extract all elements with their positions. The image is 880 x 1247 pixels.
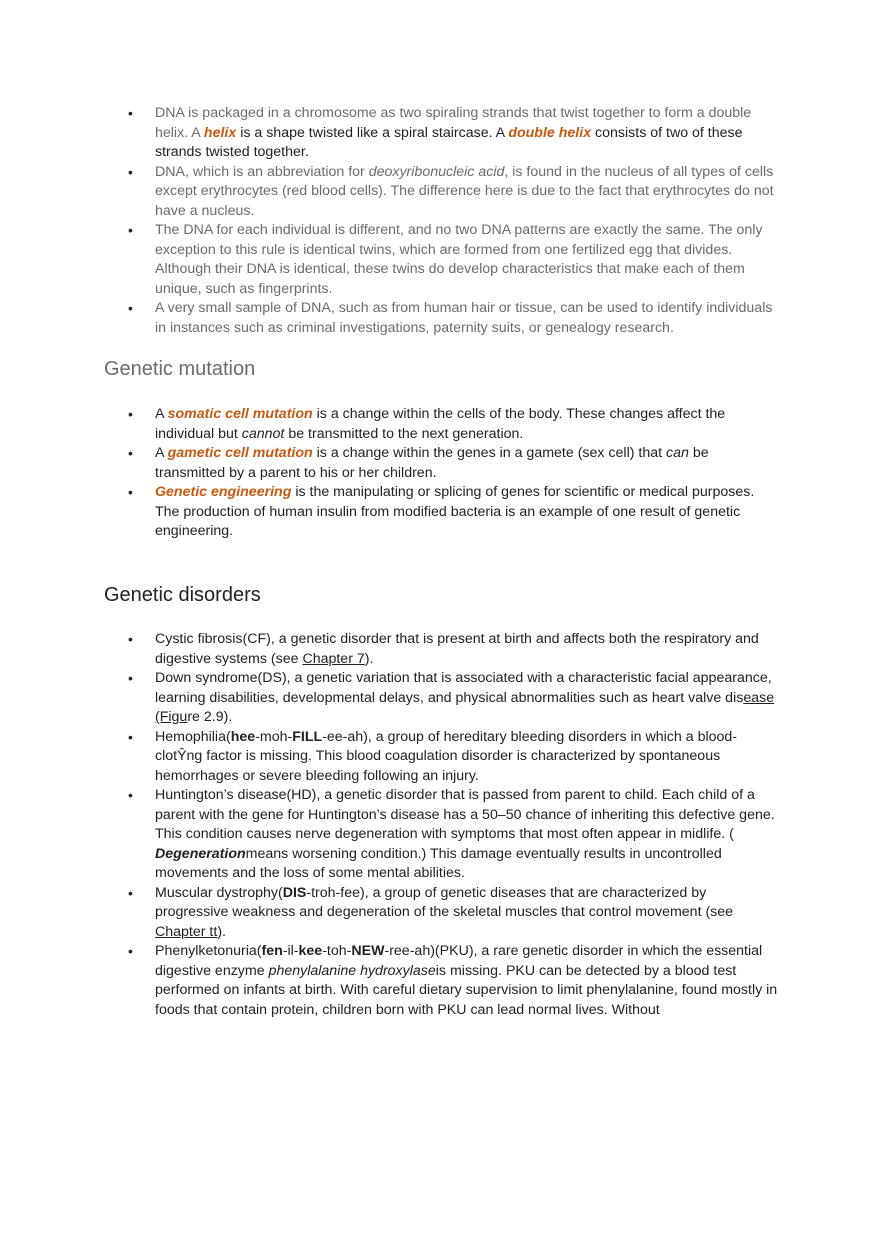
bullet: •	[128, 163, 133, 180]
list-item	[0, 884, 880, 943]
bullet: •	[128, 406, 133, 422]
item-text: -ee-ah), a group of hereditary bleeding disorders in which a blood-clotŶng factor is missing. This blood coagulation disorder is characterized by spontaneous hemorrhages or severe bleeding following an injury.	[155, 728, 738, 784]
bullet: •	[128, 670, 133, 686]
pronunciation-stress: FILL	[292, 728, 323, 745]
list-item	[0, 299, 880, 338]
chapter-link[interactable]: Chapter 7	[302, 650, 365, 667]
italic-word: cannot	[241, 425, 285, 442]
list-item	[0, 221, 880, 299]
list-item	[0, 163, 880, 222]
item-text: , is found in the nucleus of all types of cells except erythrocytes (red blood cells). The difference here is due to the fact that erythrocytes do not have a nucleus.	[155, 163, 774, 219]
section-heading-genetic-mutation: Genetic mutation	[104, 358, 256, 380]
item-text: Down syndrome(DS), a genetic variation that is associated with a characteristic facial appearance, learning disabilities, developmental delays, and physical abnormalities such as heart valve dis	[155, 670, 772, 706]
bullet: •	[128, 222, 133, 238]
figure-link[interactable]: ease (Figu	[155, 689, 775, 725]
pronunciation-stress: kee	[298, 943, 323, 959]
term-gametic-cell-mutation: gametic cell mutation	[167, 445, 313, 461]
term-genetic-engineering: Genetic engineering	[155, 484, 292, 500]
item-text: Muscular dystrophy(	[155, 884, 283, 901]
bullet: •	[128, 484, 133, 500]
item-text: is the manipulating or splicing of genes for scientific or medical purposes. The production of human insulin from modified bacteria is an example of one result of genetic engineering.	[155, 484, 755, 539]
item-text: The DNA for each individual is different, and no two DNA patterns are exactly the same. The only exception to this rule is identical twins, which are formed from one fertilized egg that divides. Although their DNA is identical, these twins do develop characteristics that make each of them unique, such as fingerprints.	[155, 222, 763, 297]
pronunciation-stress: NEW	[351, 943, 385, 959]
italic-word: can	[666, 445, 689, 461]
list-item	[0, 483, 880, 542]
bullet: •	[128, 787, 133, 803]
bullet: •	[128, 631, 133, 647]
list-item	[0, 104, 880, 163]
item-text: ).	[364, 650, 374, 667]
item-text: consists of two of these strands twisted together.	[155, 124, 743, 160]
item-text: -troh-fee), a group of genetic diseases that are characterized by progressive weakness and degeneration of the skeletal muscles that control movement (see	[155, 884, 734, 920]
item-text: A	[155, 406, 168, 422]
genetic-disorders-list	[0, 630, 880, 1020]
item-text: Phenylketonuria(	[155, 943, 262, 959]
item-text: ).	[217, 923, 226, 940]
item-text: means worsening condition.) This damage eventually results in uncontrolled movements and the loss of some mental abilities.	[155, 845, 722, 881]
item-text: -toh-	[322, 943, 352, 959]
list-item	[0, 405, 880, 444]
item-text: A very small sample of DNA, such as from human hair or tissue, can be used to identify individuals in instances such as criminal investigations, paternity suits, or genealogy research.	[155, 300, 773, 336]
item-text: -il-	[282, 943, 299, 959]
item-text: -ree-ah)(PKU), a rare genetic disorder in which the essential digestive enzyme	[155, 943, 763, 979]
pronunciation-stress: fen	[261, 943, 283, 959]
bullet: •	[128, 943, 133, 959]
item-text: DNA, which is an abbreviation for	[155, 163, 369, 180]
item-text: A	[155, 445, 168, 461]
dna-facts-list	[0, 104, 880, 338]
list-item	[0, 669, 880, 728]
bullet: •	[128, 728, 133, 745]
bullet: •	[128, 445, 133, 461]
item-text: Huntington’s disease(HD), a genetic disorder that is passed from parent to child. Each child of a parent with the gene for Huntington’s disease has a 50–50 chance of inheriting this defective gene. This condition causes nerve degeneration with symptoms that most often appear in midlife. (	[155, 787, 775, 842]
item-text: re 2.9).	[187, 709, 233, 725]
list-item	[0, 942, 880, 1020]
item-text: be transmitted to the next generation.	[284, 425, 524, 442]
item-text: Hemophilia(	[155, 728, 231, 745]
bold-italic-term: Degeneration	[155, 845, 246, 862]
item-text: is missing. PKU can be detected by a blood test performed on infants at birth. With careful dietary supervision to limit phenylalanine, found mostly in foods that contain protein, children born with PKU can lead normal lives. Without	[155, 962, 778, 1018]
list-item	[0, 444, 880, 483]
chapter-link[interactable]: Chapter tt	[155, 923, 218, 940]
pronunciation-stress: DIS	[282, 884, 307, 901]
section-heading-genetic-disorders: Genetic disorders	[104, 584, 261, 606]
pronunciation-stress: hee	[230, 728, 256, 745]
item-text: is a shape twisted like a spiral staircase. A	[236, 124, 509, 141]
genetic-mutation-list	[0, 405, 880, 542]
item-text: be transmitted by a parent to his or her children.	[155, 445, 709, 481]
bullet: •	[128, 300, 133, 316]
list-item	[0, 786, 880, 884]
italic-term: phenylalanine hydroxylase	[268, 962, 436, 979]
bullet: •	[128, 105, 133, 121]
term-somatic-cell-mutation: somatic cell mutation	[167, 406, 313, 422]
item-text: Cystic fibrosis(CF), a genetic disorder that is present at birth and affects both the respiratory and digestive systems (see	[155, 631, 759, 667]
term-double-helix: double helix	[508, 124, 592, 141]
item-text: -moh-	[255, 728, 293, 745]
term-helix: helix	[203, 124, 237, 141]
item-text: is a change within the genes in a gamete (sex cell) that	[312, 445, 666, 461]
item-text: DNA is packaged in a chromosome as two spiraling strands that twist together to form a double helix. A	[155, 105, 752, 141]
list-item	[0, 630, 880, 669]
list-item	[0, 728, 880, 787]
italic-term: deoxyribonucleic acid	[368, 163, 505, 180]
item-text: is a change within the cells of the body. These changes affect the individual but	[155, 406, 726, 442]
bullet: •	[128, 884, 133, 901]
